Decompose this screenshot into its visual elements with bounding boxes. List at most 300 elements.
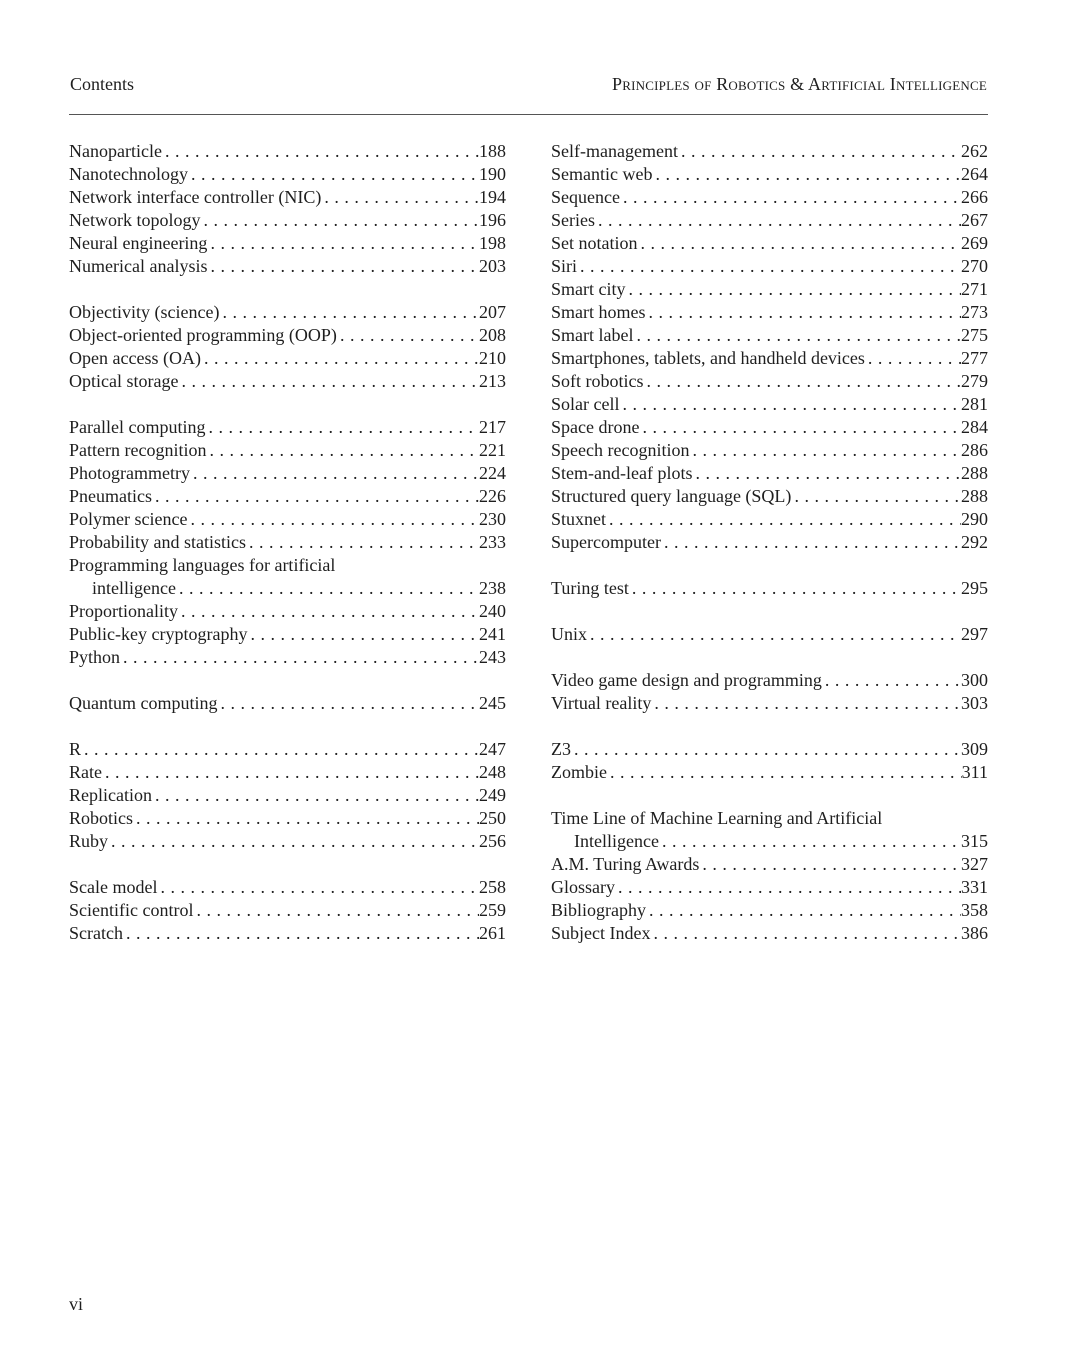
toc-entry-page: 210 [479, 348, 506, 368]
toc-entry-title-continued: Intelligence [574, 831, 659, 851]
toc-entry[interactable] [69, 761, 506, 784]
toc-entry-title: Stem-and-leaf plots [551, 463, 693, 483]
toc-entry-page: 290 [961, 509, 988, 529]
toc-entry[interactable] [69, 439, 506, 462]
toc-entry-line [69, 899, 506, 922]
toc-entry-line [551, 163, 988, 186]
toc-entry-page: 203 [479, 256, 506, 276]
dot-leader [188, 163, 479, 186]
toc-entry-page: 233 [479, 532, 506, 552]
toc-entry-page: 208 [479, 325, 506, 345]
toc-entry-title: Smart city [551, 279, 626, 299]
toc-entry-line [69, 508, 506, 531]
toc-entry[interactable] [69, 140, 506, 163]
dot-leader [133, 807, 479, 830]
toc-entry[interactable] [551, 416, 988, 439]
toc-entry-line [69, 761, 506, 784]
group-spacer [551, 600, 988, 623]
dot-leader [190, 462, 479, 485]
dot-leader [201, 347, 479, 370]
dot-leader [865, 347, 961, 370]
toc-entry-page: 238 [479, 578, 506, 598]
running-header-section: Contents [70, 74, 135, 94]
dot-leader [646, 899, 961, 922]
toc-entry-line [69, 600, 506, 623]
toc-entry-page: 226 [479, 486, 506, 506]
toc-entry-page: 270 [961, 256, 988, 276]
toc-entry[interactable] [551, 370, 988, 393]
toc-entry-line [69, 416, 506, 439]
toc-entry-line [551, 347, 988, 370]
toc-entry-line [551, 830, 988, 853]
toc-entry-page: 284 [961, 417, 988, 437]
toc-entry-page: 275 [961, 325, 988, 345]
toc-entry-title: Photogrammetry [69, 463, 190, 483]
toc-entry-page: 248 [479, 762, 506, 782]
toc-entry-title: Bibliography [551, 900, 646, 920]
toc-entry-page: 277 [961, 348, 988, 368]
toc-entry-page: 240 [479, 601, 506, 621]
toc-entry-title: Python [69, 647, 121, 667]
dot-leader [633, 324, 961, 347]
dot-leader [247, 623, 479, 646]
toc-entry[interactable] [69, 255, 506, 278]
dot-leader [176, 577, 479, 600]
toc-entry-line [551, 692, 988, 715]
toc-entry-title: Programming languages for artificial [69, 555, 336, 575]
toc-entry-line [551, 531, 988, 554]
toc-entry-line [551, 370, 988, 393]
toc-entry[interactable] [69, 876, 506, 899]
toc-entry-page: 315 [961, 831, 988, 851]
dot-leader [646, 301, 962, 324]
group-spacer [551, 646, 988, 669]
toc-entry-page: 190 [479, 164, 506, 184]
toc-entry-title: Pattern recognition [69, 440, 207, 460]
toc-entry-page: 281 [961, 394, 988, 414]
toc-entry[interactable] [69, 347, 506, 370]
toc-entry-title: Virtual reality [551, 693, 652, 713]
toc-entry-title: Neural engineering [69, 233, 208, 253]
dot-leader [207, 232, 479, 255]
toc-entry-line [551, 761, 988, 784]
dot-leader [321, 186, 479, 209]
toc-entry[interactable] [69, 485, 506, 508]
toc-entry[interactable] [551, 508, 988, 531]
toc-entry-line [69, 140, 506, 163]
toc-column-right [551, 140, 988, 945]
toc-entry-line [551, 876, 988, 899]
toc-entry[interactable] [551, 439, 988, 462]
group-spacer [69, 715, 506, 738]
dot-leader [659, 830, 961, 853]
toc-entry[interactable] [69, 738, 506, 761]
toc-entry-title: Network topology [69, 210, 201, 230]
toc-entry-line [551, 416, 988, 439]
toc-entry-title: Robotics [69, 808, 134, 828]
toc-entry-title: Nanoparticle [69, 141, 162, 161]
toc-entry-page: 241 [479, 624, 506, 644]
toc-entry-line [69, 163, 506, 186]
toc-entry-line [551, 186, 988, 209]
toc-entry-line [69, 784, 506, 807]
toc-entry-title: Optical storage [69, 371, 179, 391]
toc-entry-line [551, 324, 988, 347]
toc-entry-page: 271 [961, 279, 988, 299]
toc-entry-line [551, 209, 988, 232]
toc-entry-page: 303 [961, 693, 988, 713]
toc-entry-page: 198 [479, 233, 506, 253]
dot-leader [178, 600, 479, 623]
toc-entry[interactable] [551, 232, 988, 255]
dot-leader [120, 646, 479, 669]
toc-entry-title: Scratch [69, 923, 123, 943]
toc-entry-title: Nanotechnology [69, 164, 188, 184]
dot-leader [178, 370, 479, 393]
dot-leader [337, 324, 479, 347]
toc-entry-page: 309 [961, 739, 988, 759]
dot-leader [152, 784, 479, 807]
toc-entry-title: Smartphones, tablets, and handheld devices [551, 348, 865, 368]
toc-entry-title: Public-key cryptography [69, 624, 248, 644]
toc-entry[interactable] [551, 738, 988, 761]
dot-leader [200, 209, 479, 232]
toc-entry-line [69, 232, 506, 255]
toc-entry-line [551, 922, 988, 945]
toc-entry-line [551, 669, 988, 692]
dot-leader [217, 692, 479, 715]
toc-entry-line [69, 485, 506, 508]
dot-leader [822, 669, 961, 692]
toc-entry[interactable] [551, 692, 988, 715]
toc-entry-line [69, 255, 506, 278]
toc-entry[interactable] [551, 807, 988, 853]
toc-entry-page: 245 [479, 693, 506, 713]
toc-entry-page: 266 [961, 187, 988, 207]
toc-entry-line [69, 577, 506, 600]
toc-entry[interactable] [69, 301, 506, 324]
toc-entry-title: Scale model [69, 877, 158, 897]
toc-entry[interactable] [69, 462, 506, 485]
toc-entry-line [69, 830, 506, 853]
group-spacer [551, 554, 988, 577]
toc-entry-title: Z3 [551, 739, 571, 759]
toc-entry-line [551, 301, 988, 324]
toc-entry-line [551, 853, 988, 876]
toc-entry-page: 256 [479, 831, 506, 851]
toc-entry-line [551, 899, 988, 922]
dot-leader [81, 738, 479, 761]
dot-leader [619, 393, 961, 416]
toc-entry[interactable] [69, 646, 506, 669]
toc-entry-title: Siri [551, 256, 578, 276]
toc-entry[interactable] [69, 508, 506, 531]
dot-leader [187, 508, 479, 531]
dot-leader [587, 623, 961, 646]
toc-entry-page: 386 [961, 923, 988, 943]
dot-leader [620, 186, 961, 209]
toc-entry-title: Unix [551, 624, 587, 644]
page-number: vi [69, 1294, 84, 1314]
toc-entry-line [69, 462, 506, 485]
toc-entry-line [551, 278, 988, 301]
dot-leader [108, 830, 479, 853]
toc-entry-title: Time Line of Machine Learning and Artificial [551, 808, 883, 828]
toc-entry-page: 269 [961, 233, 988, 253]
toc-entry[interactable] [69, 209, 506, 232]
toc-entry[interactable] [551, 186, 988, 209]
toc-entry-title: Speech recognition [551, 440, 690, 460]
toc-entry-line [69, 186, 506, 209]
toc-entry-page: 207 [479, 302, 506, 322]
dot-leader [207, 255, 479, 278]
toc-entry-page: 259 [479, 900, 506, 920]
toc-entry-title: A.M. Turing Awards [551, 854, 700, 874]
toc-entry[interactable] [69, 232, 506, 255]
dot-leader [689, 439, 961, 462]
header-rule [69, 114, 988, 115]
toc-entry-title: Rate [69, 762, 102, 782]
toc-entry[interactable] [551, 577, 988, 600]
dot-leader [678, 140, 961, 163]
dot-leader [661, 531, 961, 554]
toc-entry-line [69, 347, 506, 370]
toc-entry-line [69, 531, 506, 554]
toc-entry-title: Network interface controller (NIC) [69, 187, 322, 207]
toc-entry-page: 247 [479, 739, 506, 759]
toc-entry[interactable] [551, 669, 988, 692]
dot-leader [205, 416, 479, 439]
toc-entry[interactable] [551, 623, 988, 646]
dot-leader [692, 462, 961, 485]
dot-leader [629, 577, 961, 600]
toc-entry[interactable] [551, 761, 988, 784]
toc-entry-line [551, 393, 988, 416]
toc-entry[interactable] [551, 278, 988, 301]
toc-entry-page: 327 [961, 854, 988, 874]
toc-entry-title: Subject Index [551, 923, 651, 943]
toc-entry-title: Self-management [551, 141, 678, 161]
toc-entry-line [551, 577, 988, 600]
group-spacer [551, 784, 988, 807]
toc-entry-title: Space drone [551, 417, 640, 437]
toc-entry-page: 261 [479, 923, 506, 943]
toc-entry-line [69, 807, 506, 830]
toc-entry-page: 288 [961, 486, 988, 506]
group-spacer [551, 715, 988, 738]
toc-entry[interactable] [69, 531, 506, 554]
toc-entry-line [69, 738, 506, 761]
toc-entry-line [551, 255, 988, 278]
dot-leader [791, 485, 961, 508]
dot-leader [651, 692, 961, 715]
toc-entry-title: Ruby [69, 831, 109, 851]
toc-entry-page: 264 [961, 164, 988, 184]
dot-leader [219, 301, 479, 324]
dot-leader [246, 531, 479, 554]
toc-entry-title: Supercomputer [551, 532, 661, 552]
toc-entry-page: 292 [961, 532, 988, 552]
toc-entry-line [551, 232, 988, 255]
toc-entry[interactable] [69, 623, 506, 646]
dot-leader [152, 485, 479, 508]
dot-leader [162, 140, 479, 163]
toc-entry-title: Soft robotics [551, 371, 644, 391]
dot-leader [644, 370, 962, 393]
toc-entry[interactable] [69, 899, 506, 922]
toc-entry[interactable] [69, 416, 506, 439]
toc-entry-line [69, 324, 506, 347]
toc-entry-title: Quantum computing [69, 693, 218, 713]
toc-entry-title: Polymer science [69, 509, 188, 529]
toc-entry-line [551, 623, 988, 646]
toc-entry-line [69, 876, 506, 899]
toc-entry-line [69, 439, 506, 462]
dot-leader [615, 876, 961, 899]
group-spacer [69, 669, 506, 692]
toc-entry-page: 249 [479, 785, 506, 805]
running-header-book-title: Principles of Robotics & Artificial Intelligence [612, 74, 987, 94]
toc-entry[interactable] [551, 899, 988, 922]
toc-entry[interactable] [551, 324, 988, 347]
toc-entry-page: 230 [479, 509, 506, 529]
toc-entry-title: Smart label [551, 325, 634, 345]
toc-entry[interactable] [551, 140, 988, 163]
toc-entry-title: Semantic web [551, 164, 653, 184]
toc-entry[interactable] [69, 807, 506, 830]
toc-entry-page: 300 [961, 670, 988, 690]
toc-entry-page: 213 [479, 371, 506, 391]
toc-entry-title: Proportionality [69, 601, 178, 621]
toc-entry[interactable] [551, 876, 988, 899]
toc-entry-page: 258 [479, 877, 506, 897]
toc-entry[interactable] [551, 347, 988, 370]
toc-entry-title: Replication [69, 785, 152, 805]
toc-entry-page: 295 [961, 578, 988, 598]
toc-entry-page: 250 [479, 808, 506, 828]
dot-leader [102, 761, 479, 784]
toc-entry-title: Glossary [551, 877, 615, 897]
toc-entry-line [69, 209, 506, 232]
toc-entry[interactable] [551, 301, 988, 324]
group-spacer [69, 278, 506, 301]
toc-entry-title: Open access (OA) [69, 348, 201, 368]
toc-entry-page: 297 [961, 624, 988, 644]
toc-column-left [69, 140, 506, 945]
toc-entry-page: 358 [961, 900, 988, 920]
toc-entry-page: 273 [961, 302, 988, 322]
toc-entry[interactable] [551, 255, 988, 278]
dot-leader [577, 255, 961, 278]
toc-entry-line [69, 301, 506, 324]
toc-entry[interactable] [69, 554, 506, 600]
toc-entry[interactable] [551, 531, 988, 554]
toc-entry-page: 188 [479, 141, 506, 161]
dot-leader [639, 416, 961, 439]
toc-entry-line [551, 140, 988, 163]
toc-entry-page: 311 [961, 762, 988, 782]
toc-entry[interactable] [69, 692, 506, 715]
toc-entry-title: Solar cell [551, 394, 620, 414]
toc-entry[interactable] [69, 163, 506, 186]
toc-entry[interactable] [551, 485, 988, 508]
toc-entry-line [69, 646, 506, 669]
toc-entry-title: R [69, 739, 82, 759]
toc-entry-page: 286 [961, 440, 988, 460]
toc-entry-page: 217 [479, 417, 506, 437]
toc-entry-page: 331 [961, 877, 988, 897]
toc-entry[interactable] [69, 784, 506, 807]
toc-entry[interactable] [551, 462, 988, 485]
toc-entry-title: Parallel computing [69, 417, 206, 437]
dot-leader [571, 738, 961, 761]
toc-entry-line [69, 623, 506, 646]
toc-entry-title-continued: intelligence [92, 578, 176, 598]
dot-leader [652, 163, 961, 186]
toc-entry[interactable] [69, 600, 506, 623]
toc-entry-title: Probability and statistics [69, 532, 246, 552]
toc-entry-line [69, 922, 506, 945]
toc-entry-page: 194 [479, 187, 506, 207]
toc-entry[interactable] [69, 324, 506, 347]
dot-leader [638, 232, 962, 255]
toc-entry-line [551, 462, 988, 485]
toc-entry[interactable] [551, 922, 988, 945]
toc-entry[interactable] [69, 830, 506, 853]
toc-entry-title: Smart homes [551, 302, 646, 322]
toc-entry-title: Objectivity (science) [69, 302, 220, 322]
toc-entry[interactable] [69, 370, 506, 393]
toc-entry-title: Pneumatics [69, 486, 152, 506]
toc-entry-title: Set notation [551, 233, 638, 253]
toc-entry-line [551, 439, 988, 462]
toc-entry[interactable] [551, 853, 988, 876]
toc-entry-page: 196 [479, 210, 506, 230]
toc-entry[interactable] [551, 163, 988, 186]
dot-leader [206, 439, 479, 462]
toc-entry[interactable] [551, 393, 988, 416]
toc-entry-line [551, 508, 988, 531]
toc-entry-page: 243 [479, 647, 506, 667]
toc-entry[interactable] [551, 209, 988, 232]
group-spacer [69, 853, 506, 876]
toc-entry-line [551, 485, 988, 508]
toc-entry-line [551, 738, 988, 761]
toc-entry-title: Series [551, 210, 595, 230]
toc-entry-page: 267 [961, 210, 988, 230]
toc-entry-page: 279 [961, 371, 988, 391]
dot-leader [193, 899, 479, 922]
toc-entry-title: Sequence [551, 187, 620, 207]
toc-entry-title: Zombie [551, 762, 607, 782]
toc-entry[interactable] [69, 922, 506, 945]
toc-entry-title: Structured query language (SQL) [551, 486, 792, 506]
dot-leader [123, 922, 479, 945]
toc-entry-title: Scientific control [69, 900, 194, 920]
toc-entry-title: Numerical analysis [69, 256, 208, 276]
toc-entry[interactable] [69, 186, 506, 209]
toc-entry-line [69, 370, 506, 393]
dot-leader [606, 508, 961, 531]
toc-entry-title: Stuxnet [551, 509, 607, 529]
group-spacer [69, 393, 506, 416]
toc-entry-title: Object-oriented programming (OOP) [69, 325, 337, 345]
dot-leader [607, 761, 962, 784]
dot-leader [650, 922, 961, 945]
toc-entry-page: 224 [479, 463, 506, 483]
dot-leader [595, 209, 961, 232]
toc-entry-page: 221 [479, 440, 506, 460]
